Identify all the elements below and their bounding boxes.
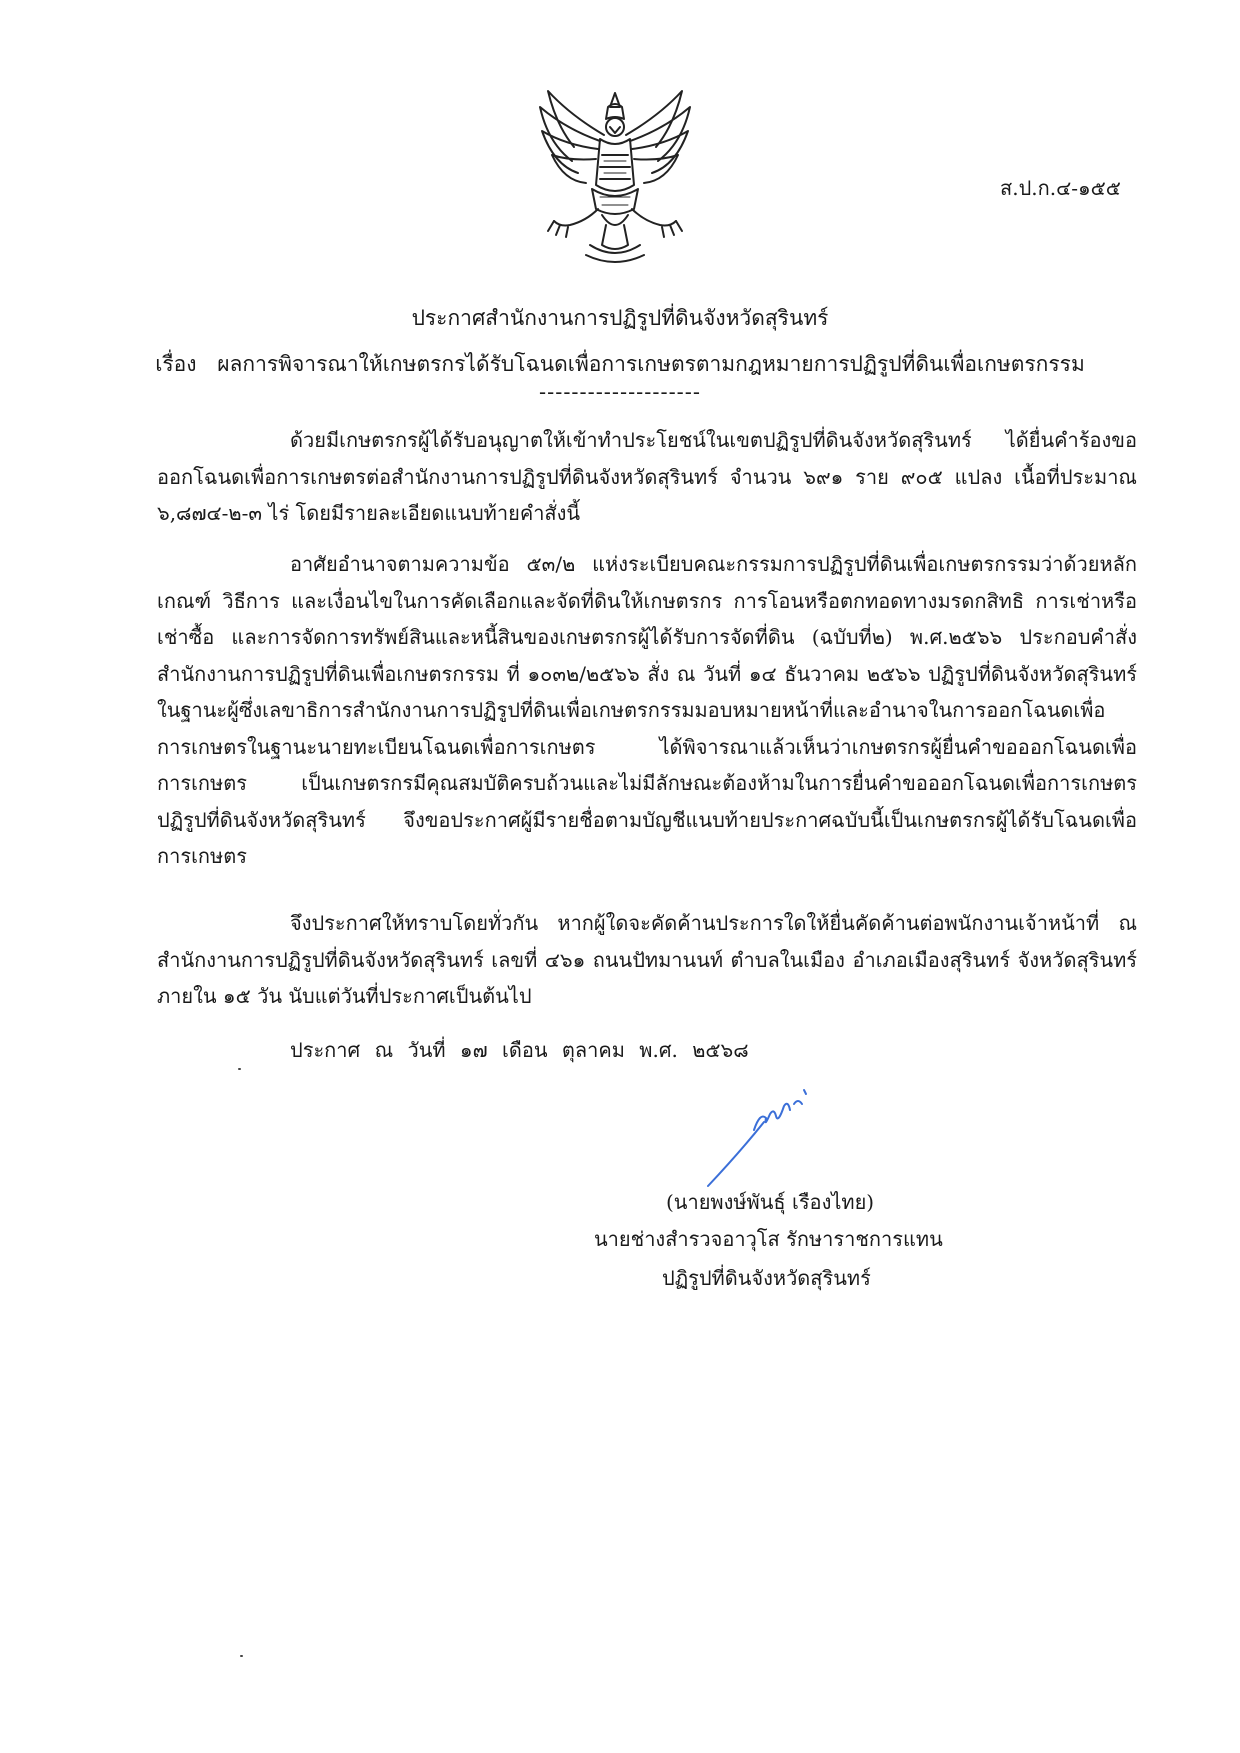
title-separator: --------------------: [539, 380, 701, 404]
signatory-office: ปฏิรูปที่ดินจังหวัดสุรินทร์: [662, 1266, 871, 1290]
body-paragraph-3: จึงประกาศให้ทราบโดยทั่วกัน หากผู้ใดจะคัดค้านประการใดให้ยื่นคัดค้านต่อพนักงานเจ้าหน้าที่ ณ สำนักงานการปฏิรูปที่ดินจังหวัดสุรินทร์ เลขที่ ๔๖๑ ถนนปัทมานนท์ ตำบลในเมือง อำเภอเมืองสุรินทร์ จังหวัดสุรินทร์ ภายใน ๑๕ วัน นับแต่วันที่ประกาศเป็นต้นไป: [157, 911, 1137, 1008]
announcement-date: ประกาศ ณ วันที่ ๑๗ เดือน ตุลาคม พ.ศ. ๒๕๖๘: [290, 1038, 749, 1062]
subject-text: ผลการพิจารณาให้เกษตรกรได้รับโฉนดเพื่อการเกษตรตามกฎหมายการปฏิรูปที่ดินเพื่อเกษตรกรรม: [217, 352, 1085, 376]
body-paragraph-2: อาศัยอำนาจตามความข้อ ๕๓/๒ แห่งระเบียบคณะกรรมการปฏิรูปที่ดินเพื่อเกษตรกรรมว่าด้วยหลักเกณฑ์ วิธีการ และเงื่อนไขในการคัดเลือกและจัดที่ดินให้เกษตรกร การโอนหรือตกทอดทางมรดกสิทธิ การเช่าหรือเช่าซื้อ และการจัดการทรัพย์สินและหนี้สินของเกษตรกรผู้ได้รับการจัดที่ดิน (ฉบับที่๒) พ.ศ.๒๕๖๖ ประกอบคำสั่งสำนักงานการปฏิรูปที่ดินเพื่อเกษตรกรรม ที่ ๑๐๓๒/๒๕๖๖ สั่ง ณ วันที่ ๑๔ ธันวาคม ๒๕๖๖ ปฏิรูปที่ดินจังหวัดสุรินทร์ ในฐานะผู้ซึ่งเลขาธิการสำนักงานการปฏิรูปที่ดินเพื่อเกษตรกรรมมอบหมายหน้าที่และอำนาจในการออกโฉนดเพื่อการเกษตรในฐานะนายทะเบียนโฉนดเพื่อการเกษตร ได้พิจารณาแล้วเห็นว่าเกษตรกรผู้ยื่นคำขอออกโฉนดเพื่อการเกษตร เป็นเกษตรกรมีคุณสมบัติครบถ้วนและไม่มีลักษณะต้องห้ามในการยื่นคำขอออกโฉนดเพื่อการเกษตร ปฏิรูปที่ดินจังหวัดสุรินทร์ จึงขอประกาศผู้มีรายชื่อตามบัญชีแนบท้ายประกาศฉบับนี้เป็นเกษตรกรผู้ได้รับโฉนดเพื่อการเกษตร: [157, 552, 1137, 868]
signatory-name: (นายพงษ์พันธุ์ เรืองไทย): [666, 1190, 875, 1214]
handwritten-signature: [700, 1082, 850, 1192]
garuda-emblem-icon: [530, 85, 700, 270]
scan-speck: [238, 1068, 241, 1070]
subject-label: เรื่อง: [155, 352, 197, 376]
document-subject: [80, 348, 1160, 381]
scan-speck: [240, 1655, 243, 1657]
document-code: ส.ป.ก.๔-๑๕๕: [1000, 176, 1121, 200]
signatory-position: นายช่างสำรวจอาวุโส รักษาราชการแทน: [594, 1227, 943, 1251]
body-paragraph-1: ด้วยมีเกษตรกรผู้ได้รับอนุญาตให้เข้าทำประโยชน์ในเขตปฏิรูปที่ดินจังหวัดสุรินทร์ ได้ยื่นคำร้องขอออกโฉนดเพื่อการเกษตรต่อสำนักงานการปฏิรูปที่ดินจังหวัดสุรินทร์ จำนวน ๖๙๑ ราย ๙๐๕ แปลง เนื้อที่ประมาณ ๖,๘๗๔-๒-๓ ไร่ โดยมีรายละเอียดแนบท้ายคำสั่งนี้: [157, 428, 1137, 525]
document-title: ประกาศสำนักงานการปฏิรูปที่ดินจังหวัดสุรินทร์: [411, 306, 829, 330]
